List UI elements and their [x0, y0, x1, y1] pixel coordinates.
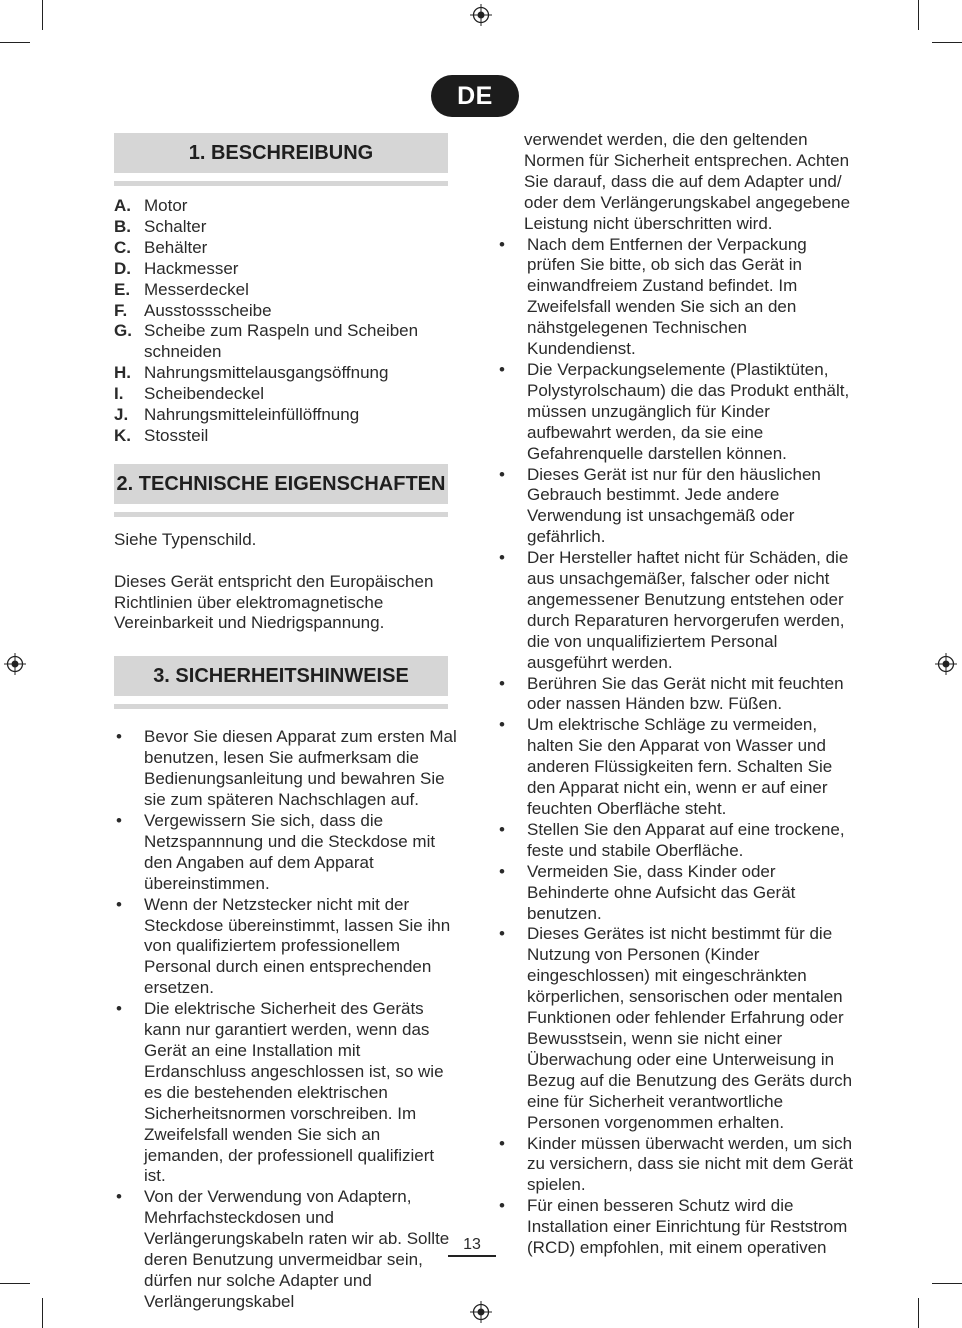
section-heading: 3. SICHERHEITSHINWEISE	[114, 656, 448, 696]
list-item	[114, 999, 459, 1187]
continued-paragraph: verwendet werden, die den geltenden Normen für Sicherheit entsprechen. Achten Sie darauf, dass die auf dem Adapter und/ oder dem Verlängerungskabel angegebene Leistung nicht überschritten wird.	[524, 130, 851, 233]
list-item	[497, 1134, 857, 1197]
item-letter: F.	[114, 300, 128, 320]
list-item	[114, 895, 459, 1000]
list-item	[114, 405, 459, 426]
list-item	[497, 1196, 857, 1259]
item-letter: B.	[114, 216, 131, 236]
bullet-text: Berühren Sie das Gerät nicht mit feuchten oder nassen Händen bzw. Füßen.	[527, 673, 844, 714]
bullet-text: Dieses Gerätes ist nicht bestimmt für die Nutzung von Personen (Kinder eingeschlossen) mit eingeschränkten körperlichen, sensorischen oder mentalen Funktionen oder fehlender Erfahrung oder Bewusstsein, wenn sie nicht einer Überwachung oder eine Unterweisung in Bezug auf die Benutzung des Geräts durch eine für Sicherheit verantwortliche Personen vorgenommen erhalten.	[527, 924, 853, 1132]
item-letter: G.	[114, 321, 132, 341]
list-item	[114, 238, 459, 259]
bullet-icon: •	[116, 894, 122, 914]
safety-list-left	[114, 727, 459, 1312]
left-column	[114, 133, 459, 1313]
section-heading: 2. TECHNISCHE EIGENSCHAFTEN	[114, 464, 448, 504]
crop-mark-bottom-left-h	[0, 1283, 30, 1284]
item-text: Hackmesser	[144, 258, 239, 278]
list-item	[497, 360, 857, 465]
list-item	[497, 715, 857, 820]
list-item	[114, 217, 459, 238]
list-item	[114, 384, 459, 405]
bullet-icon: •	[499, 673, 505, 693]
crop-mark-bottom-right-v	[918, 1298, 919, 1328]
bullet-text: Die Verpackungselemente (Plastiktüten, Polystyrolschaum) die das Produkt enthält, müssen unzugänglich für Kinder aufbewahrt werden, da sie eine Gefahrenquelle darstellen können.	[527, 359, 850, 463]
item-letter: H.	[114, 363, 131, 383]
bullet-text: Vermeiden Sie, dass Kinder oder Behinderte ohne Aufsicht das Gerät benutzen.	[527, 861, 796, 923]
list-item	[497, 235, 857, 360]
list-item	[497, 465, 857, 549]
item-text: Nahrungsmitteleinfüllöffnung	[144, 405, 360, 425]
heading-underline	[114, 181, 448, 186]
list-item	[114, 259, 459, 280]
bullet-text: Die elektrische Sicherheit des Geräts kann nur garantiert werden, wenn das Gerät an eine Installation mit Erdanschluss angeschlossen ist, so wie es die bestehenden elektrischen Sicherheitsnormen vorschreiben. Im Zweifelsfall wenden Sie sich an jemanden, der professionell qualifiziert ist.	[144, 999, 444, 1186]
item-text: Scheibendeckel	[144, 384, 265, 404]
paragraph-richtlinien: Dieses Gerät entspricht den Europäischen Richtlinien über elektromagnetische Vereinbarkeit und Niedrigspannung.	[114, 571, 434, 633]
bullet-text: Nach dem Entfernen der Verpackung prüfen Sie bitte, ob sich das Gerät in einwandfreiem Zustand befindet. Im Zweifelsfall wenden Sie sich an den nähstgelegenen Technischen Kundendienst.	[527, 234, 807, 359]
list-item	[114, 1187, 459, 1312]
crop-mark-top-right-v	[918, 0, 919, 30]
bullet-text: Der Hersteller haftet nicht für Schäden, die aus unsachgemäßer, falscher oder nicht angemessener Benutzung entstehen oder durch Reparaturen hervorgerufen werden, die von unqualifiziertem Personal ausgeführt werden.	[527, 548, 849, 672]
item-letter: J.	[114, 405, 129, 425]
list-item	[114, 301, 459, 322]
bullet-icon: •	[499, 715, 505, 735]
registration-mark-icon	[935, 653, 957, 675]
crop-mark-bottom-right-h	[932, 1283, 962, 1284]
page-number: 13	[448, 1236, 496, 1257]
parts-list	[114, 196, 459, 447]
list-item	[114, 811, 459, 895]
crop-mark-top-right-h	[932, 42, 962, 43]
list-item	[114, 426, 459, 447]
bullet-icon: •	[499, 548, 505, 568]
bullet-icon: •	[116, 1187, 122, 1207]
item-letter: I.	[114, 384, 124, 404]
registration-mark-icon	[470, 1301, 492, 1323]
bullet-text: Für einen besseren Schutz wird die Installation einer Einrichtung für Reststrom (RCD) empfohlen, mit einem operativen	[527, 1196, 848, 1258]
section-sicherheitshinweise	[114, 656, 448, 709]
list-item	[114, 727, 459, 811]
bullet-text: Dieses Gerät ist nur für den häuslichen Gebrauch bestimmt. Jede andere Verwendung ist unsachgemäß oder gefährlich.	[527, 464, 821, 547]
bullet-text: Stellen Sie den Apparat auf eine trockene, feste und stabile Oberfläche.	[527, 819, 845, 860]
bullet-icon: •	[499, 1133, 505, 1153]
bullet-text: Bevor Sie diesen Apparat zum ersten Mal benutzen, lesen Sie aufmerksam die Bedienungsanleitung und bewahren Sie sie zum späteren Nachschlagen auf.	[144, 727, 457, 810]
bullet-icon: •	[116, 811, 122, 831]
list-item	[114, 196, 459, 217]
bullet-icon: •	[499, 359, 505, 379]
bullet-text: Um elektrische Schläge zu vermeiden, halten Sie den Apparat von Wasser und anderen Flüssigkeiten fern. Schalten Sie den Apparat nicht ein, wenn er auf einer feuchten Oberfläche steht.	[527, 715, 833, 818]
language-badge: DE	[431, 75, 519, 117]
list-item	[497, 820, 857, 862]
item-letter: A.	[114, 196, 131, 215]
bullet-icon: •	[499, 234, 505, 254]
section-technische-eigenschaften	[114, 464, 448, 517]
section-heading: 1. BESCHREIBUNG	[114, 133, 448, 173]
heading-underline	[114, 512, 448, 517]
item-letter: D.	[114, 258, 131, 278]
crop-mark-top-left-h	[0, 42, 30, 43]
heading-underline	[114, 704, 448, 709]
section-beschreibung	[114, 133, 448, 186]
right-column	[497, 130, 857, 1259]
list-item	[114, 363, 459, 384]
crop-mark-bottom-left-v	[42, 1298, 43, 1328]
bullet-icon: •	[499, 1196, 505, 1216]
paragraph-typenschild: Siehe Typenschild.	[114, 529, 257, 549]
bullet-icon: •	[499, 861, 505, 881]
bullet-text: Wenn der Netzstecker nicht mit der Steckdose übereinstimmt, lassen Sie ihn von qualifiziertem professionellem Personal durch einen entsprechenden ersetzen.	[144, 894, 451, 998]
item-text: Nahrungsmittelausgangsöffnung	[144, 363, 389, 383]
bullet-icon: •	[499, 819, 505, 839]
bullet-icon: •	[499, 464, 505, 484]
item-text: Stossteil	[144, 425, 209, 445]
list-item	[497, 924, 857, 1133]
item-text: Motor	[144, 196, 188, 215]
item-letter: C.	[114, 237, 131, 257]
list-item	[497, 674, 857, 716]
item-letter: E.	[114, 279, 131, 299]
registration-mark-icon	[470, 4, 492, 26]
list-item	[497, 862, 857, 925]
bullet-text: Von der Verwendung von Adaptern, Mehrfachsteckdosen und Verlängerungskabeln raten wir ab. Sollte deren Benutzung unvermeidbar sein, dürfen nur solche Adapter und Verlängerungskabel	[144, 1187, 450, 1311]
list-item	[497, 548, 857, 673]
item-text: Messerdeckel	[144, 279, 249, 299]
crop-mark-top-left-v	[42, 0, 43, 30]
bullet-text: Vergewissern Sie sich, dass die Netzspannnung und die Steckdose mit den Angaben auf dem Apparat übereinstimmen.	[144, 811, 436, 893]
safety-list-right	[497, 235, 857, 1259]
bullet-icon: •	[499, 924, 505, 944]
item-text: Scheibe zum Raspeln und Scheiben schneiden	[144, 321, 419, 362]
registration-mark-icon	[4, 653, 26, 675]
bullet-icon: •	[116, 727, 122, 747]
list-item	[114, 321, 459, 363]
bullet-icon: •	[116, 999, 122, 1019]
item-text: Behälter	[144, 237, 208, 257]
bullet-text: Kinder müssen überwacht werden, um sich zu versichern, dass sie nicht mit dem Gerät spielen.	[527, 1133, 853, 1195]
item-letter: K.	[114, 425, 131, 445]
list-item	[114, 280, 459, 301]
item-text: Ausstossscheibe	[144, 300, 272, 320]
item-text: Schalter	[144, 216, 207, 236]
